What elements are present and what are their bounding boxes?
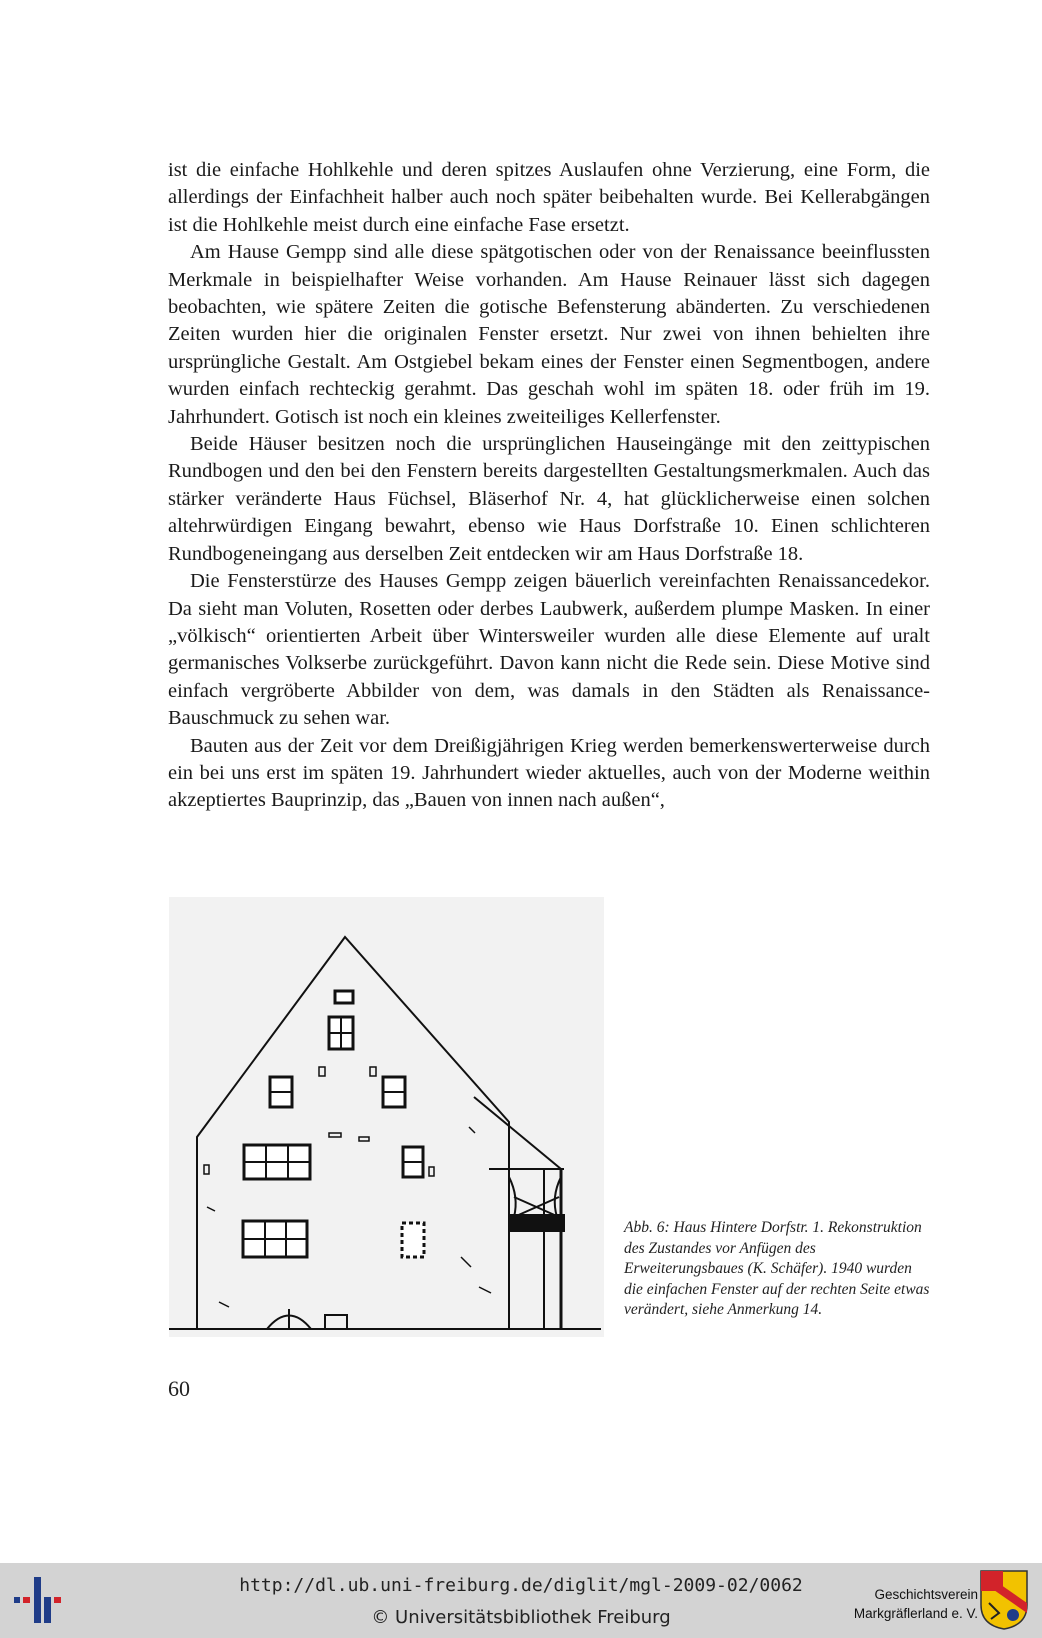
paragraph: Beide Häuser besitzen noch die ursprünglichen Hauseingänge mit den zeittypischen Rundbogen und den bei den Fenstern bereits dargestellten Gestaltungsmerkmalen. Auch das stärker veränderte Haus Füchsel, Bläserhof Nr. 4, hat glücklicherweise einen solchen altehrwürdigen Eingang bewahrt, ebenso wie Haus Dorfstraße 10. Einen schlichteren Rundbogeneingang aus derselben Zeit entdecken wir am Haus Dorfstraße 18.: [168, 433, 930, 565]
society-name: [838, 1585, 978, 1623]
paragraph: Am Hause Gempp sind alle diese spätgotischen oder von der Renaissance beeinflussten Merkmale in beispielhafter Weise vorhanden. Am Hause Reinauer lässt sich dagegen beobachten, wie spätere Zeiten die gotische Befensterung abänderten. Zu verschiedenen Zeiten wurden hier die originalen Fenster ersetzt. Nur zwei von ihnen behielten ihre ursprüngliche Gestalt. Am Ostgiebel bekam eines der Fenster einen Segmentbogen, andere wurden einfach rechteckig gerahmt. Das geschah wohl im späten 18. oder früh im 19. Jahrhundert. Gotisch ist noch ein kleines zweiteiliges Kellerfenster.: [168, 241, 930, 428]
figure-caption: Abb. 6: Haus Hintere Dorfstr. 1. Rekonstruktion des Zustandes vor Anfügen des Erweiterungsbaues (K. Schäfer). 1940 wurden die einfachen Fenster auf der rechten Seite etwas verändert, siehe Anmerkung 14.: [624, 1219, 930, 1318]
society-line: Markgräflerland e. V.: [853, 1606, 978, 1621]
paragraph: Die Fensterstürze des Hauses Gempp zeigen bäuerlich vereinfachten Renaissancedekor. Da sieht man Voluten, Rosetten oder derbes Laubwerk, außerdem plumpe Masken. In einer „völkisch“ orientierten Arbeit über Wintersweiler wurden alle diese Elemente auf uralt germanisches Volkserbe zurückgeführt. Davon kann nicht die Rede sein. Diese Motive sind einfach vergröberte Abbilder von dem, was damals in den Städten als Renaissance-Bauschmuck zu sehen war.: [168, 570, 930, 730]
paragraph: Bauten aus der Zeit vor dem Dreißigjährigen Krieg werden bemerkenswerterweise durch ein bei uns erst im späten 19. Jahrhundert wieder aktuelles, auch von der Moderne weithin akzeptiertes Bauprinzip, das „Bauen von innen nach außen“,: [168, 734, 930, 812]
paragraph: ist die einfache Hohlkehle und deren spitzes Auslaufen ohne Verzierung, eine Form, die allerdings der Einfachheit halber auch noch später beibehalten wurde. Bei Kellerabgängen ist die Hohlkehle meist durch eine einfache Fase ersetzt.: [168, 159, 930, 236]
footer-copyright: © Universitätsbibliothek Freiburg: [371, 1607, 671, 1628]
society-line: Geschichtsverein: [874, 1587, 978, 1602]
footer-url-link[interactable]: http://dl.ub.uni-freiburg.de/diglit/mgl-2009-02/0062: [239, 1575, 803, 1596]
house-drawing: [169, 897, 604, 1337]
footer-bar: [0, 1563, 1042, 1638]
coat-of-arms-icon: [979, 1569, 1029, 1631]
house-drawing-figure: [169, 897, 604, 1337]
main-text: [168, 157, 930, 815]
page-number: 60: [168, 1376, 190, 1401]
